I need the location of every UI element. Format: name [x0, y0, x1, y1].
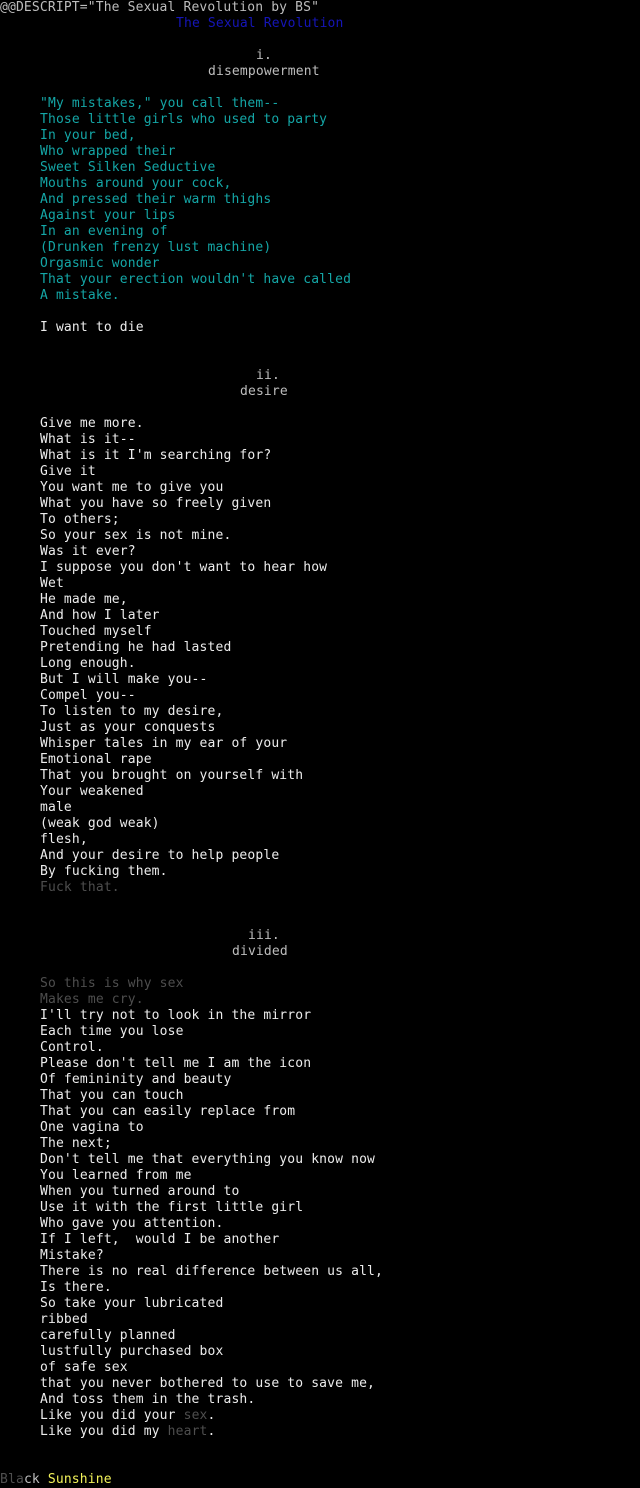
- poem-line: And pressed their warm thighs: [40, 192, 272, 207]
- section-1-closing-line: I want to die: [40, 320, 144, 335]
- poem-line-with-dim-word: Like you did your sex.: [40, 1408, 216, 1423]
- section-2-numeral: ii.: [256, 368, 280, 383]
- section-3-numeral: iii.: [248, 928, 280, 943]
- poem-line: In an evening of: [40, 224, 168, 239]
- poem-line: Control.: [40, 1040, 104, 1055]
- poem-line: But I will make you--: [40, 672, 208, 687]
- poem-line: That you can easily replace from: [40, 1104, 296, 1119]
- poem-line: flesh,: [40, 832, 88, 847]
- poem-line: You learned from me: [40, 1168, 192, 1183]
- dim-word: sex: [183, 1408, 208, 1423]
- poem-line: I'll try not to look in the mirror: [40, 1008, 312, 1023]
- poem-line: Mistake?: [40, 1248, 104, 1263]
- poem-line: What is it--: [40, 432, 136, 447]
- poem-line: of safe sex: [40, 1360, 128, 1375]
- poem-line: that you never bothered to use to save me,: [40, 1376, 376, 1391]
- section-1-numeral: i.: [256, 48, 272, 63]
- poem-line: I suppose you don't want to hear how: [40, 560, 328, 575]
- poem-line: Wet: [40, 576, 64, 591]
- dim-word: heart: [167, 1424, 208, 1439]
- poem-line: To others;: [40, 512, 120, 527]
- poem-line: That your erection wouldn't have called: [40, 272, 352, 287]
- signature-part-dim: Bla: [0, 1472, 24, 1487]
- poem-line: Those little girls who used to party: [40, 112, 328, 127]
- poem-line: He made me,: [40, 592, 128, 607]
- poem-line-dim: So this is why sex: [40, 976, 184, 991]
- poem-line: There is no real difference between us all,: [40, 1264, 383, 1279]
- poem-line: Who gave you attention.: [40, 1216, 224, 1231]
- poem-line-dim: Makes me cry.: [40, 992, 144, 1007]
- page-title: The Sexual Revolution: [176, 16, 344, 31]
- poem-line: Give it: [40, 464, 96, 479]
- poem-line-dim: Fuck that.: [40, 880, 120, 895]
- poem-line: Orgasmic wonder: [40, 256, 160, 271]
- signature-part-yellow: Sunshine: [47, 1472, 112, 1487]
- descript-line: @@DESCRIPT="The Sexual Revolution by BS": [0, 0, 320, 15]
- poem-line: "My mistakes," you call them--: [40, 96, 280, 111]
- poem-line: Pretending he had lasted: [40, 640, 232, 655]
- section-2-heading: desire: [240, 384, 288, 399]
- poem-line: A mistake.: [40, 288, 120, 303]
- poem-line: Your weakened: [40, 784, 144, 799]
- poem-line: Give me more.: [40, 416, 144, 431]
- signature: [0, 1472, 112, 1488]
- poem-line: carefully planned: [40, 1328, 176, 1343]
- poem-line: Against your lips: [40, 208, 176, 223]
- poem-line: So take your lubricated: [40, 1296, 224, 1311]
- poem-line: What you have so freely given: [40, 496, 272, 511]
- poem-line: Emotional rape: [40, 752, 152, 767]
- poem-line: And your desire to help people: [40, 848, 280, 863]
- poem-line: And toss them in the trash.: [40, 1392, 256, 1407]
- poem-line: You want me to give you: [40, 480, 224, 495]
- section-1-heading: disempowerment: [208, 64, 320, 79]
- poem-line: Who wrapped their: [40, 144, 176, 159]
- poem-line: (weak god weak): [40, 816, 160, 831]
- poem-line: ribbed: [40, 1312, 88, 1327]
- poem-line: Compel you--: [40, 688, 136, 703]
- poem-line: The next;: [40, 1136, 112, 1151]
- poem-line: Each time you lose: [40, 1024, 184, 1039]
- poem-line: By fucking them.: [40, 864, 168, 879]
- poem-line: Whisper tales in my ear of your: [40, 736, 288, 751]
- poem-line: Mouths around your cock,: [40, 176, 232, 191]
- poem-line: Sweet Silken Seductive: [40, 160, 216, 175]
- poem-line: Touched myself: [40, 624, 152, 639]
- signature-part-gray: ck: [23, 1472, 48, 1487]
- poem-line: (Drunken frenzy lust machine): [40, 240, 272, 255]
- poem-line: What is it I'm searching for?: [40, 448, 272, 463]
- poem-line: Please don't tell me I am the icon: [40, 1056, 312, 1071]
- poem-line: Was it ever?: [40, 544, 136, 559]
- poem-line: And how I later: [40, 608, 160, 623]
- poem-line: That you can touch: [40, 1088, 184, 1103]
- poem-line: Of femininity and beauty: [40, 1072, 232, 1087]
- poem-line: When you turned around to: [40, 1184, 240, 1199]
- poem-line: If I left, would I be another: [40, 1232, 280, 1247]
- poem-line: One vagina to: [40, 1120, 144, 1135]
- poem-line: Long enough.: [40, 656, 136, 671]
- poem-line: So your sex is not mine.: [40, 528, 232, 543]
- poem-line: male: [40, 800, 72, 815]
- poem-line: To listen to my desire,: [40, 704, 224, 719]
- poem-line: In your bed,: [40, 128, 136, 143]
- poem-line: Use it with the first little girl: [40, 1200, 304, 1215]
- poem-line: Is there.: [40, 1280, 112, 1295]
- poem-line: That you brought on yourself with: [40, 768, 304, 783]
- poem-line-with-dim-word: Like you did my heart.: [40, 1424, 216, 1439]
- poem-line: lustfully purchased box: [40, 1344, 224, 1359]
- poem-line: Just as your conquests: [40, 720, 216, 735]
- poem-line: Don't tell me that everything you know now: [40, 1152, 376, 1167]
- section-3-heading: divided: [232, 944, 288, 959]
